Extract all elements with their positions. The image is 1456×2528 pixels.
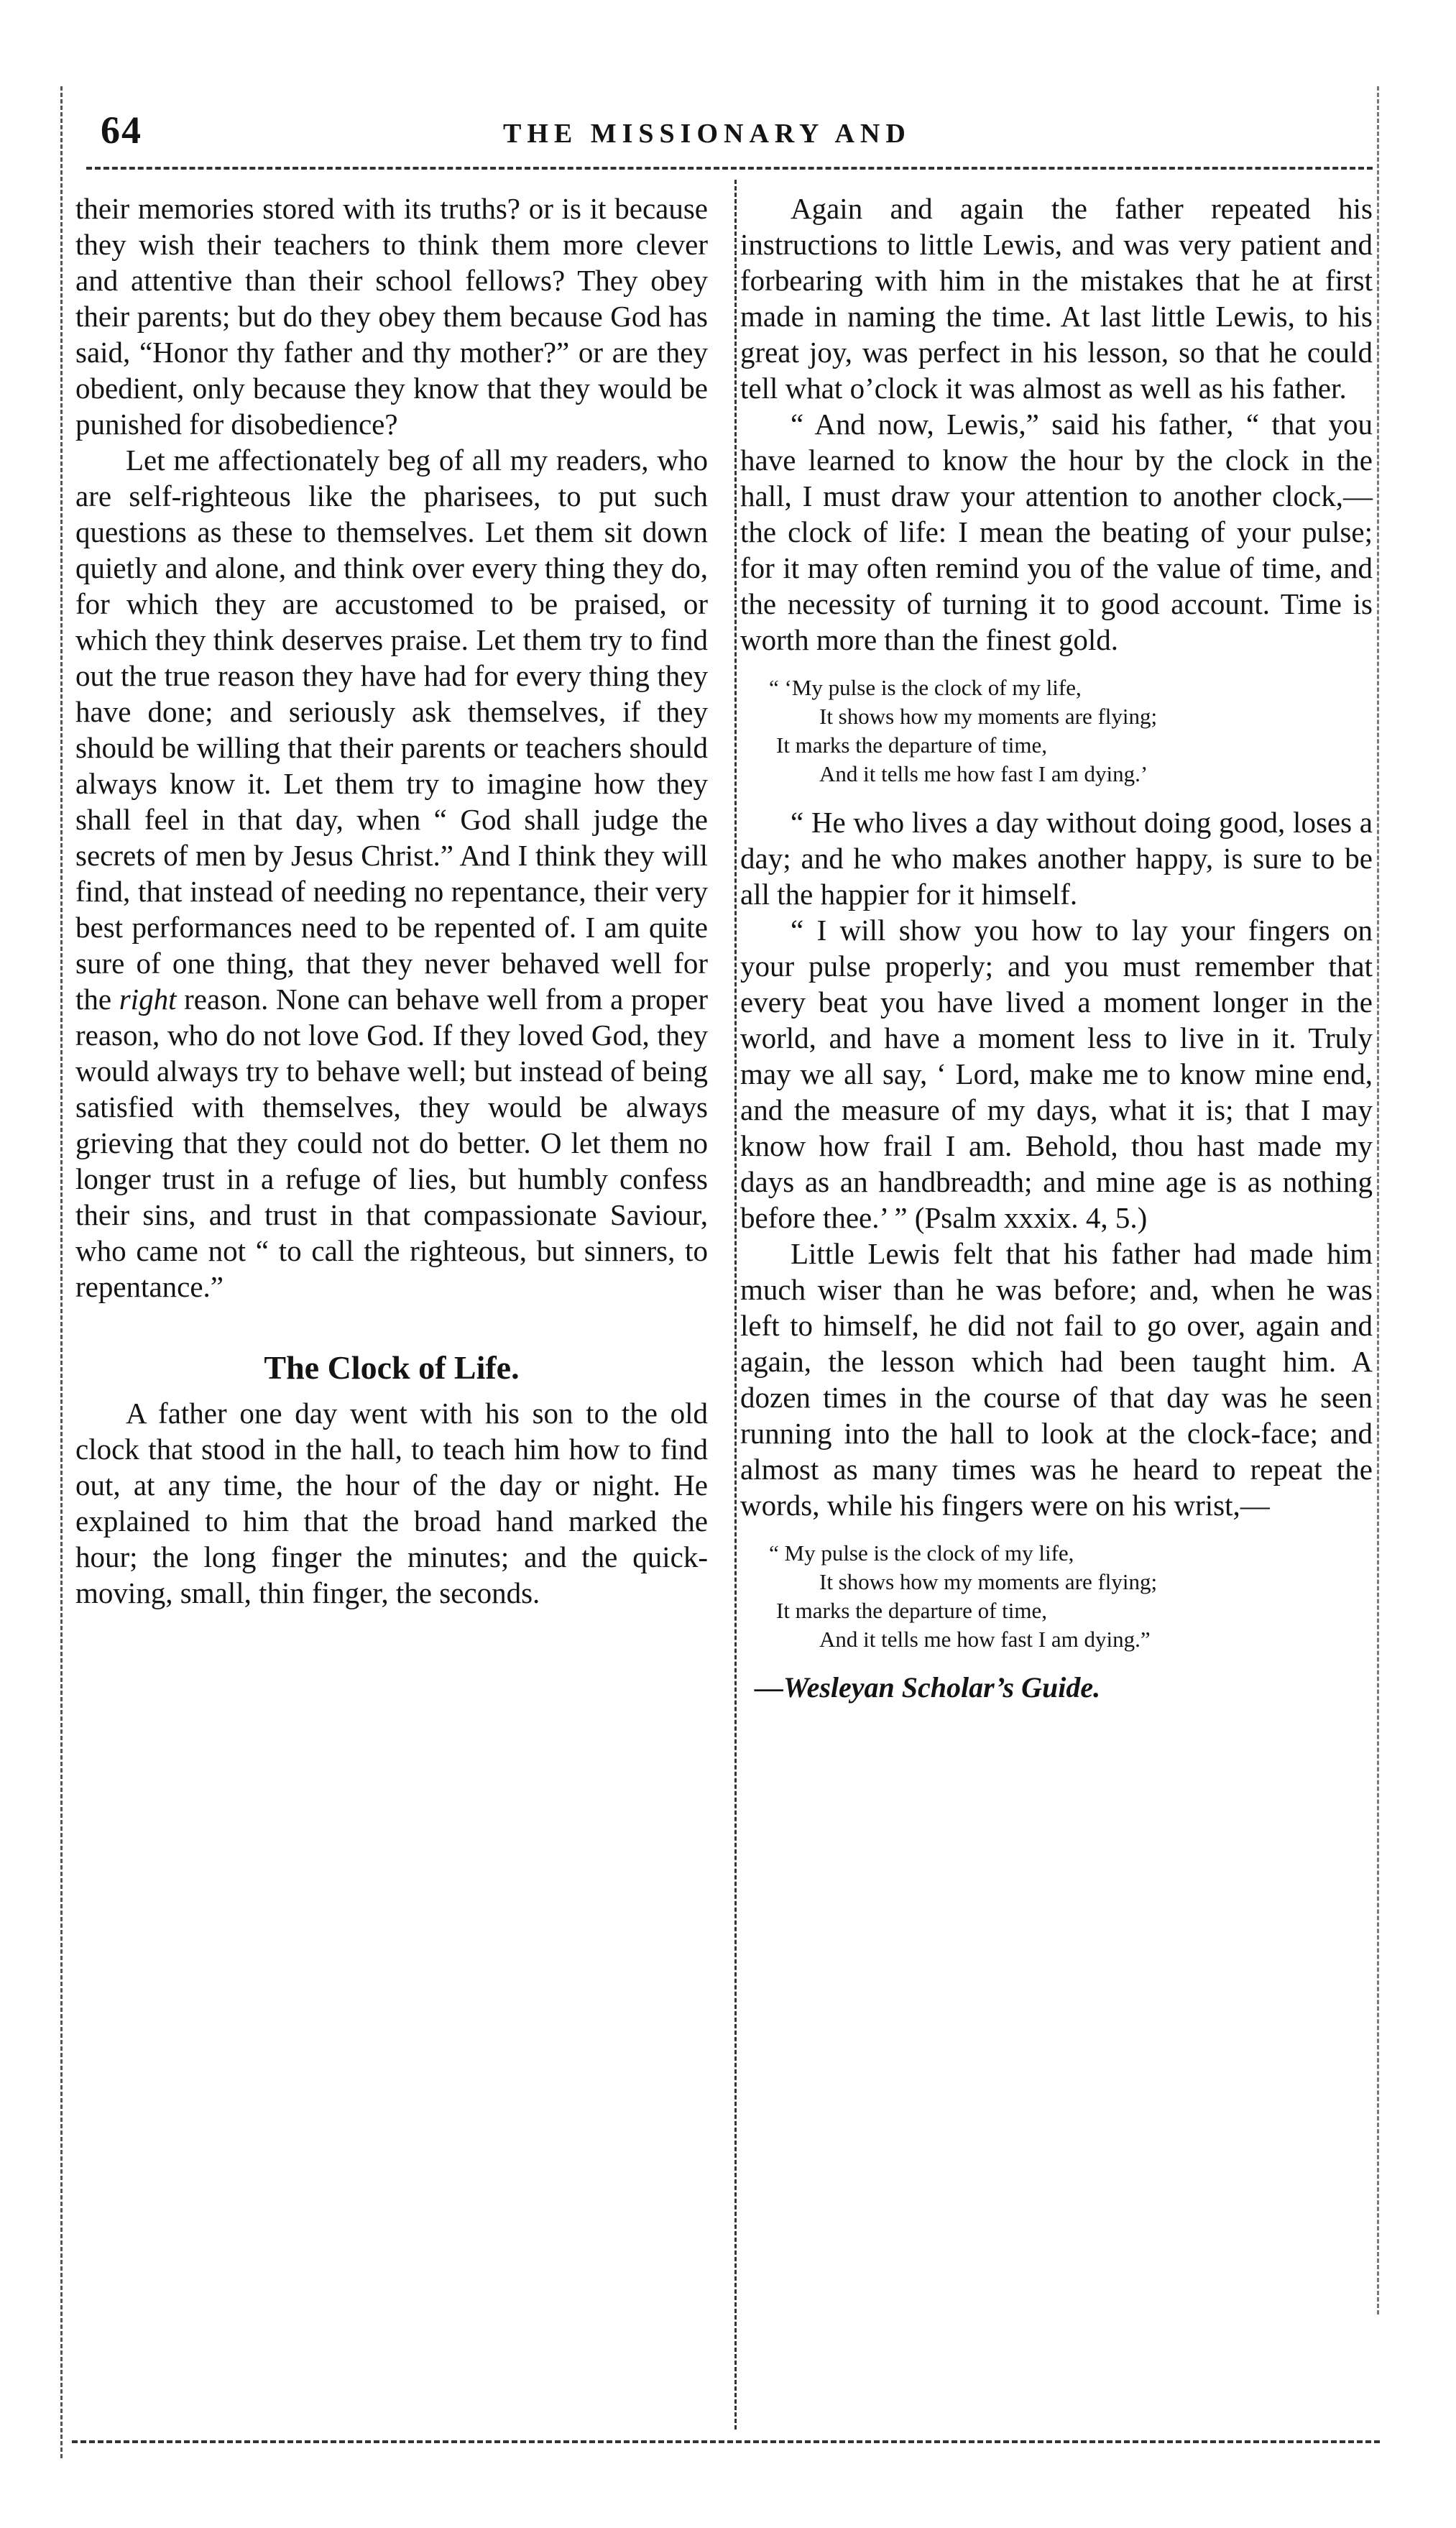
paragraph-text: reason. None can behave well from a proper reason, who do not love God. If they loved God, they would always try to behave well; but instead of being satisfied with themselves, they would be always grieving that they could not do better. O let them no longer trust in a refuge of lies, but humbly confess their sins, and trust in that compassionate Saviour, who came not “ to call the righteous, but sinners, to repentance.” xyxy=(75,983,708,1303)
verse-line: “ ‘My pulse is the clock of my life, xyxy=(769,675,1082,700)
article-heading: The Clock of Life. xyxy=(264,1349,520,1386)
verse-line: It shows how my moments are flying; xyxy=(819,704,1158,729)
verse-block xyxy=(769,674,1373,789)
right-page-edge xyxy=(1377,86,1379,2315)
paragraph: “ And now, Lewis,” said his father, “ that you have learned to know the hour by the clock in the hall, I must draw your attention to another clock,— the clock of life: I mean the beating of your pulse; for it may often remind you of the value of time, and the necessity of turning it to good account. Time is worth more than the finest gold. xyxy=(740,408,1373,656)
paragraph: “ I will show you how to lay your fingers on your pulse properly; and you must remember that every beat you have lived a moment longer in the world, and have a moment less to live in it. Truly may we all say, ‘ Lord, make me to know mine end, and the measure of my days, what it is; that I may know how frail I am. Behold, thou hast made my days as an handbreadth; and mine age is as nothing before thee.’ ” (Psalm xxxix. 4, 5.) xyxy=(740,914,1373,1234)
left-column xyxy=(75,190,708,1611)
column-separator xyxy=(734,180,737,2430)
running-header xyxy=(0,108,1456,158)
top-rule xyxy=(86,167,1373,170)
page-number: 64 xyxy=(101,109,142,152)
paragraph-text: Let me affectionately beg of all my readers, who are self-righteous like the pharisees, to put such questions as these to themselves. Let them sit down quietly and alone, and think over every thing they do, for which they are accustomed to be praised, or which they think deserves praise. Let them try to find out the true reason they have had for every thing they have done; and seriously ask themselves, if they should be willing that their parents or teachers should always know it. Let them try to imagine how they shall feel in that day, when “ God shall judge the secrets of men by Jesus Christ.” And I think they will find, that instead of needing no repentance, their very best performances need to be repented of. I am quite sure of one thing, that they never behaved well for the xyxy=(75,443,708,1016)
paragraph: “ He who lives a day without doing good, loses a day; and he who makes another happy, is sure to be all the happier for it himself. xyxy=(740,806,1373,911)
paragraph: Again and again the father repeated his instructions to little Lewis, and was very patient and forbearing with him in the mistakes that he at first made in naming the time. At last little Lewis, to his great joy, was perfect in his lesson, so that he could tell what o’clock it was almost as well as his father. xyxy=(740,192,1373,405)
running-title: THE MISSIONARY AND xyxy=(503,119,911,149)
left-page-edge xyxy=(60,86,63,2458)
verse-line: “ My pulse is the clock of my life, xyxy=(769,1540,1074,1566)
verse-block xyxy=(769,1539,1373,1654)
paragraph: A father one day went with his son to the old clock that stood in the hall, to teach him how to find out, at any time, the hour of the day or night. He explained to him that the broad hand marked the hour; the long finger the minutes; and the quick-moving, small, thin finger, the seconds. xyxy=(75,1397,708,1609)
verse-line: It marks the departure of time, xyxy=(776,1598,1048,1623)
bottom-rule xyxy=(72,2440,1380,2443)
source-attribution: —Wesleyan Scholar’s Guide. xyxy=(755,1671,1101,1704)
verse-line: And it tells me how fast I am dying.’ xyxy=(819,761,1148,786)
paragraph xyxy=(75,442,708,1305)
emphasis-right: right xyxy=(119,983,177,1016)
verse-line: And it tells me how fast I am dying.” xyxy=(819,1627,1151,1652)
verse-line: It marks the departure of time, xyxy=(776,732,1048,758)
right-column xyxy=(740,190,1373,1706)
paragraph: Little Lewis felt that his father had made him much wiser than he was before; and, when he was left to himself, he did not fail to go over, again and again, the lesson which had been taught him. A dozen times in the course of that day was he seen running into the hall to look at the clock-face; and almost as many times was he heard to repeat the words, while his fingers were on his wrist,— xyxy=(740,1237,1373,1522)
verse-line: It shows how my moments are flying; xyxy=(819,1569,1158,1594)
paragraph: their memories stored with its truths? or is it because they wish their teachers to think them more clever and attentive than their school fellows? They obey their parents; but do they obey them because God has said, “Honor thy father and thy mother?” or are they obedient, only because they know that they would be punished for disobedience? xyxy=(75,192,708,441)
